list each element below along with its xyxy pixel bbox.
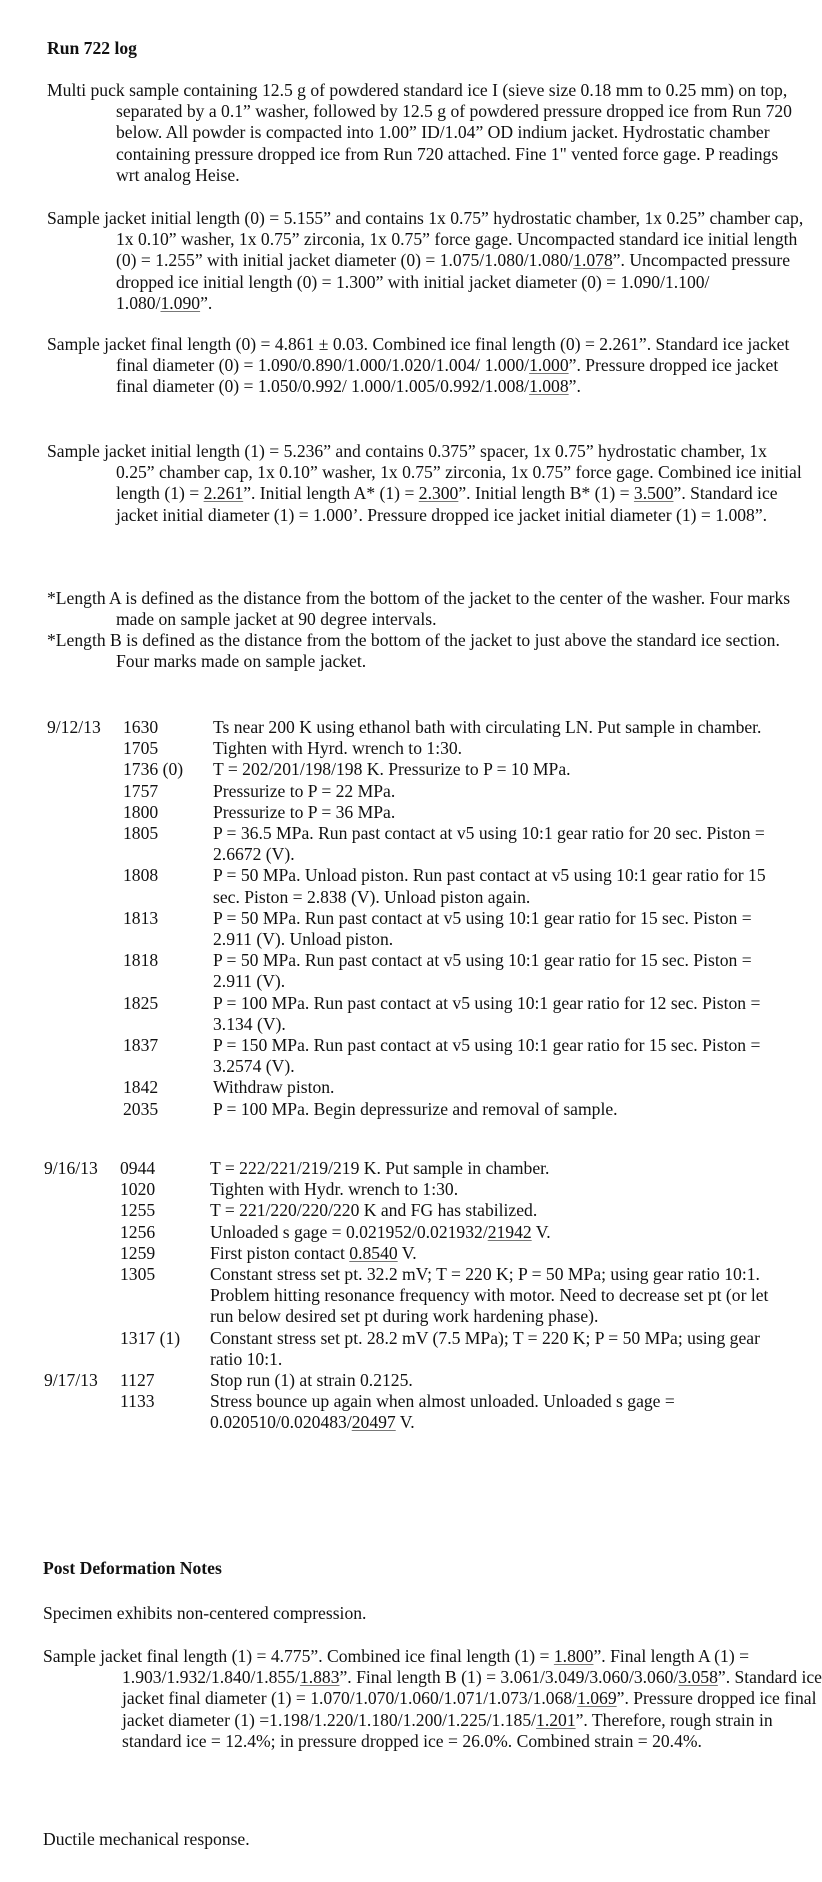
- log-text: Unloaded s gage = 0.021952/0.021932/: [210, 1221, 488, 1242]
- underlined-value: 1.000: [529, 355, 569, 376]
- log-text: P = 36.5 MPa. Run past contact at v5 using 10:1 gear ratio for 20 sec. Piston = 2.6672 (V).: [213, 823, 765, 865]
- log-description: [213, 802, 773, 823]
- text: ”. Standard ice jacket final diameter (1) = 1.070/1.070/1.060/1.071/1.073/1.068/: [122, 1667, 822, 1709]
- log-entry: [47, 908, 787, 950]
- text: ”. Initial length B* (1) =: [458, 483, 634, 504]
- log-description: [213, 781, 773, 802]
- log-entry: [47, 717, 787, 738]
- log-text: Tighten with Hyrd. wrench to 1:30.: [213, 738, 463, 759]
- log-description: [210, 1222, 770, 1243]
- footnote-length-b: *Length B is defined as the distance from the bottom of the jacket to just above the standard ice section. Four marks made on sample jacket.: [47, 630, 780, 672]
- text: ”. Pressure dropped ice final jacket diameter (1) =1.198/1.220/1.180/1.200/1.225/1.185/: [122, 1688, 817, 1730]
- text: ”. Standard ice jacket initial diameter (1) = 1.000’. Pressure dropped ice jacket initial diameter (1) = 1.008”.: [116, 483, 778, 525]
- log-entry: [47, 1035, 787, 1077]
- log-entry: [44, 1391, 784, 1433]
- underlined-value: 1.883: [299, 1667, 340, 1688]
- log-description: [210, 1391, 770, 1433]
- underlined-value: 2.261: [203, 483, 244, 504]
- log-time: 1813: [123, 907, 159, 928]
- underlined-value: 1.201: [536, 1709, 576, 1730]
- log-text: V.: [397, 1242, 417, 1263]
- post-note-ductile: Ductile mechanical response.: [43, 1829, 250, 1849]
- log-text: P = 50 MPa. Run past contact at v5 using 10:1 gear ratio for 15 sec. Piston = 2.911 (V). Unload piston.: [213, 907, 752, 950]
- log-entry: [44, 1264, 784, 1328]
- text: ”. Final length B (1) = 3.061/3.049/3.060/3.060/: [339, 1667, 679, 1688]
- log-text: T = 221/220/220/220 K and FG has stabilized.: [210, 1200, 538, 1221]
- text: ”. Pressure dropped ice jacket final diameter (0) = 1.050/0.992/ 1.000/1.005/0.992/1.008/: [116, 355, 779, 397]
- post-final-measurements: [43, 1646, 822, 1752]
- log-time: 1305: [120, 1264, 156, 1285]
- log-description: [210, 1264, 770, 1328]
- log-description: [213, 717, 773, 738]
- log-time: 1259: [120, 1242, 156, 1263]
- log-entry: [47, 1099, 787, 1120]
- log-time: 1837: [123, 1035, 159, 1056]
- log-time: 1630: [123, 717, 159, 737]
- log-time: 1127: [120, 1370, 155, 1391]
- log-text: P = 50 MPa. Unload piston. Run past contact at v5 using 10:1 gear ratio for 15 sec. Piston = 2.838 (V). Unload piston again.: [213, 865, 766, 907]
- log-time: 1256: [120, 1221, 156, 1242]
- log-entry: [44, 1222, 784, 1243]
- underlined-value: 1.090: [160, 292, 201, 313]
- log-description: [213, 759, 773, 780]
- log-text: Pressurize to P = 22 MPa.: [213, 780, 396, 801]
- log-text: Tighten with Hydr. wrench to 1:30.: [210, 1179, 459, 1200]
- underlined-value: 2.300: [418, 483, 459, 504]
- text: ”.: [568, 376, 581, 397]
- log-description: [213, 908, 773, 950]
- log-text: T = 202/201/198/198 K. Pressurize to P = 10 MPa.: [213, 759, 571, 780]
- log-time: 1818: [123, 950, 159, 971]
- log-date: 9/16/13: [44, 1158, 98, 1178]
- underlined-value: 3.500: [633, 483, 674, 504]
- log-text: P = 100 MPa. Run past contact at v5 using 10:1 gear ratio for 12 sec. Piston = 3.134 (V).: [213, 992, 761, 1034]
- log-entry: [47, 950, 787, 992]
- post-note-compression: Specimen exhibits non-centered compression.: [43, 1603, 367, 1623]
- log-time: 1705: [123, 738, 159, 759]
- log-entry: [44, 1370, 784, 1391]
- text: ”. Therefore, rough strain in standard ice = 12.4%; in pressure dropped ice = 26.0%. Combined strain = 20.4%.: [122, 1709, 773, 1751]
- log-description: [213, 823, 773, 865]
- log-time: 1757: [123, 780, 159, 801]
- log-text: P = 100 MPa. Begin depressurize and removal of sample.: [213, 1098, 618, 1119]
- underlined-value: 1.008: [529, 376, 569, 397]
- log-session-2: [44, 1158, 784, 1434]
- text: ”.: [200, 292, 213, 313]
- initial-jacket-0-notes: [47, 208, 806, 314]
- log-description: [210, 1243, 770, 1264]
- log-time: 1800: [123, 801, 159, 822]
- log-entry: [47, 802, 787, 823]
- final-jacket-0-notes: [47, 334, 806, 398]
- log-date: 9/12/13: [47, 717, 101, 737]
- underlined-value: 0.8540: [349, 1242, 398, 1263]
- log-text: Ts near 200 K using ethanol bath with circulating LN. Put sample in chamber.: [213, 717, 762, 737]
- log-entry: [44, 1200, 784, 1221]
- log-description: [213, 1099, 773, 1120]
- log-description: [213, 865, 773, 907]
- underlined-value: 21942: [487, 1221, 532, 1242]
- log-text: Constant stress set pt. 32.2 mV; T = 220 K; P = 50 MPa; using gear ratio 10:1. Problem hitting resonance frequency with motor. Need to decrease set pt (or let run below desired set pt during work hardening phase).: [210, 1264, 769, 1327]
- log-description: [210, 1328, 770, 1370]
- underlined-value: 20497: [351, 1412, 396, 1433]
- text: Sample jacket initial length (0) = 5.155” and contains 1x 0.75” hydrostatic chamber, 1x 0.25” chamber cap, 1x 0.10” washer, 1x 0.75” zirconia, 1x 0.75” force gage. Uncompacted standard ice initial length (0) = 1.255” with initial jacket diameter (0) = 1.075/1.080/1.080/: [47, 208, 804, 271]
- log-session-1: [47, 717, 787, 1120]
- log-text: Constant stress set pt. 28.2 mV (7.5 MPa); T = 220 K; P = 50 MPa; using gear ratio 10:1.: [210, 1327, 760, 1369]
- log-text: T = 222/221/219/219 K. Put sample in chamber.: [210, 1158, 550, 1178]
- log-description: [213, 1077, 773, 1098]
- text: Sample jacket final length (1) = 4.775”. Combined ice final length (1) =: [43, 1646, 554, 1666]
- log-entry: [47, 993, 787, 1035]
- text: ”. Uncompacted pressure dropped ice initial length (0) = 1.300” with initial jacket diameter (0) = 1.090/1.100/ 1.080/: [116, 250, 791, 313]
- log-text: P = 50 MPa. Run past contact at v5 using 10:1 gear ratio for 15 sec. Piston = 2.911 (V).: [213, 950, 752, 992]
- log-entry: [47, 781, 787, 802]
- underlined-value: 1.078: [573, 250, 613, 271]
- log-text: V.: [531, 1221, 551, 1242]
- underlined-value: 1.069: [577, 1688, 617, 1709]
- log-time: 0944: [120, 1158, 156, 1178]
- log-text: Stop run (1) at strain 0.2125.: [210, 1370, 413, 1391]
- underlined-value: 3.058: [678, 1667, 718, 1688]
- log-description: [210, 1370, 770, 1391]
- log-time: 1133: [120, 1391, 155, 1412]
- log-time: 1805: [123, 823, 159, 844]
- log-text: V.: [395, 1412, 415, 1433]
- log-date: 9/17/13: [44, 1370, 98, 1391]
- log-description: [213, 738, 773, 759]
- log-text: Pressurize to P = 36 MPa.: [213, 801, 396, 822]
- text: ”. Initial length A* (1) =: [243, 483, 419, 504]
- log-entry: [47, 865, 787, 907]
- log-text: P = 150 MPa. Run past contact at v5 using 10:1 gear ratio for 15 sec. Piston = 3.2574 (V).: [213, 1035, 761, 1077]
- text: Sample jacket final length (0) = 4.861 ± 0.03. Combined ice final length (0) = 2.261”. Standard ice jacket final diameter (0) = 1.090/0.890/1.000/1.020/1.004/ 1.000/: [47, 334, 790, 376]
- log-description: [210, 1179, 770, 1200]
- log-description: [213, 1035, 773, 1077]
- log-entry: [44, 1328, 784, 1370]
- log-text: First piston contact: [210, 1242, 350, 1263]
- log-time: 1255: [120, 1200, 156, 1221]
- log-time: 1842: [123, 1077, 159, 1098]
- log-entry: [47, 1077, 787, 1098]
- log-description: [210, 1200, 770, 1221]
- log-entry: [47, 823, 787, 865]
- log-entry: [44, 1179, 784, 1200]
- log-text: Withdraw piston.: [213, 1077, 335, 1098]
- log-description: [213, 993, 773, 1035]
- log-description: [213, 950, 773, 992]
- log-entry: [44, 1158, 784, 1179]
- page-title: Run 722 log: [47, 38, 137, 58]
- log-text: Stress bounce up again when almost unloaded. Unloaded s gage = 0.020510/0.020483/: [210, 1391, 675, 1433]
- log-time: 1825: [123, 992, 159, 1013]
- log-entry: [44, 1243, 784, 1264]
- initial-jacket-1-notes: [47, 441, 806, 526]
- post-deformation-heading: Post Deformation Notes: [43, 1558, 222, 1578]
- log-description: [210, 1158, 770, 1179]
- log-time: 1808: [123, 865, 159, 886]
- underlined-value: 1.800: [553, 1646, 594, 1666]
- log-time: 2035: [123, 1098, 159, 1119]
- log-entry: [47, 738, 787, 759]
- text: Sample jacket initial length (1) = 5.236” and contains 0.375” spacer, 1x 0.75” hydrostatic chamber, 1x 0.25” chamber cap, 1x 0.10” washer, 1x 0.75” zirconia, 1x 0.75” force gage. Combined ice initial length (1) =: [47, 441, 802, 504]
- text: ”. Final length A (1) = 1.903/1.932/1.840/1.855/: [122, 1646, 750, 1688]
- log-time: 1736 (0): [123, 759, 184, 780]
- sample-description: Multi puck sample containing 12.5 g of powdered standard ice I (sieve size 0.18 mm to 0.25 mm) on top, separated by a 0.1” washer, followed by 12.5 g of powdered pressure dropped ice from Run 720 below. All powder is compacted into 1.00” ID/1.04” OD indium jacket. Hydrostatic chamber containing pressure dropped ice from Run 720 attached. Fine 1" vented force gage. P readings wrt analog Heise.: [47, 80, 792, 185]
- log-time: 1317 (1): [120, 1327, 181, 1348]
- footnote-length-a: *Length A is defined as the distance from the bottom of the jacket to the center of the washer. Four marks made on sample jacket at 90 degree intervals.: [47, 588, 791, 630]
- log-entry: [47, 759, 787, 780]
- log-time: 1020: [120, 1179, 156, 1200]
